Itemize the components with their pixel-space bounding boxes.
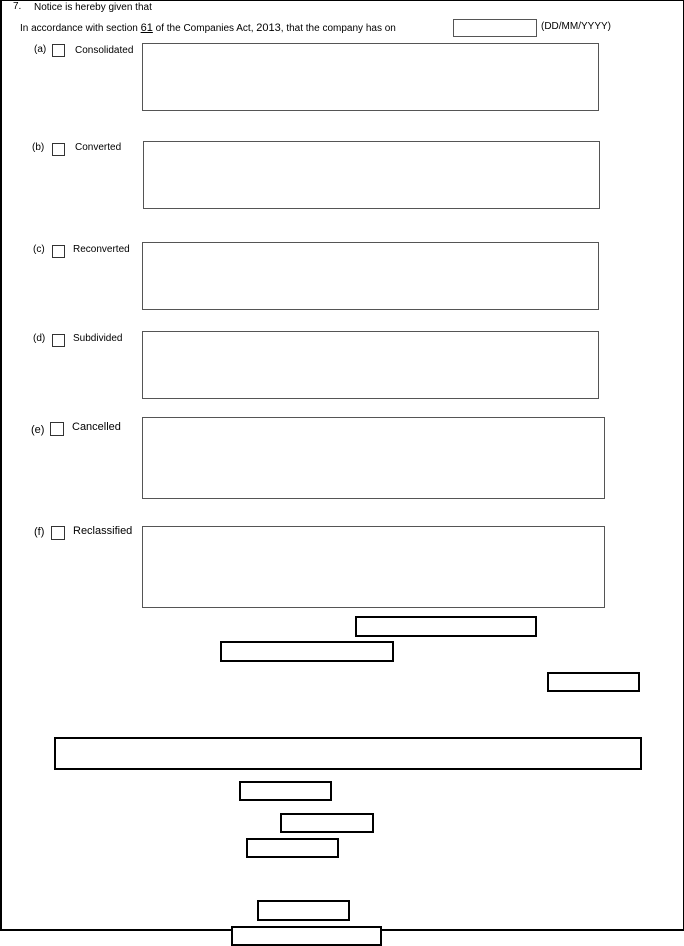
field-6-input[interactable] <box>280 813 374 833</box>
consolidated-checkbox[interactable] <box>52 44 65 57</box>
reconverted-checkbox[interactable] <box>52 245 65 258</box>
intro-middle: of the Companies Act, <box>155 23 254 34</box>
date-format-hint: (DD/MM/YYYY) <box>541 21 611 32</box>
consolidated-label: Consolidated <box>75 45 134 56</box>
act-year: 2013 <box>256 22 281 34</box>
intro-text <box>20 22 396 34</box>
converted-checkbox[interactable] <box>52 143 65 156</box>
section-number: 61 <box>140 22 153 34</box>
field-9-input[interactable] <box>231 926 382 946</box>
option-c-letter: (c) <box>33 244 45 255</box>
intro-suffix: , that the company has on <box>280 23 396 34</box>
option-b-letter: (b) <box>32 142 45 153</box>
converted-label: Converted <box>75 142 122 153</box>
field-4-input[interactable] <box>54 737 642 770</box>
converted-textarea[interactable] <box>143 141 600 209</box>
reclassified-textarea[interactable] <box>142 526 605 608</box>
subdivided-checkbox[interactable] <box>52 334 65 347</box>
subdivided-label: Subdivided <box>73 333 123 344</box>
subdivided-textarea[interactable] <box>142 331 599 399</box>
field-1-input[interactable] <box>355 616 537 637</box>
date-input[interactable] <box>453 19 537 37</box>
field-8-input[interactable] <box>257 900 350 921</box>
field-7-input[interactable] <box>246 838 339 858</box>
reclassified-label: Reclassified <box>73 525 133 537</box>
cancelled-checkbox[interactable] <box>50 422 64 436</box>
reconverted-textarea[interactable] <box>142 242 599 310</box>
option-d-letter: (d) <box>33 333 46 344</box>
reclassified-checkbox[interactable] <box>51 526 65 540</box>
field-5-input[interactable] <box>239 781 332 801</box>
field-3-input[interactable] <box>547 672 640 692</box>
consolidated-textarea[interactable] <box>142 43 599 111</box>
reconverted-label: Reconverted <box>73 244 130 255</box>
item-number: 7. <box>13 1 22 12</box>
section-heading: Notice is hereby given that <box>34 2 152 13</box>
intro-prefix: In accordance with section <box>20 23 138 34</box>
field-2-input[interactable] <box>220 641 394 662</box>
option-a-letter: (a) <box>34 44 47 55</box>
option-e-letter: (e) <box>31 424 45 436</box>
option-f-letter: (f) <box>34 526 45 538</box>
cancelled-label: Cancelled <box>72 421 121 433</box>
cancelled-textarea[interactable] <box>142 417 605 499</box>
